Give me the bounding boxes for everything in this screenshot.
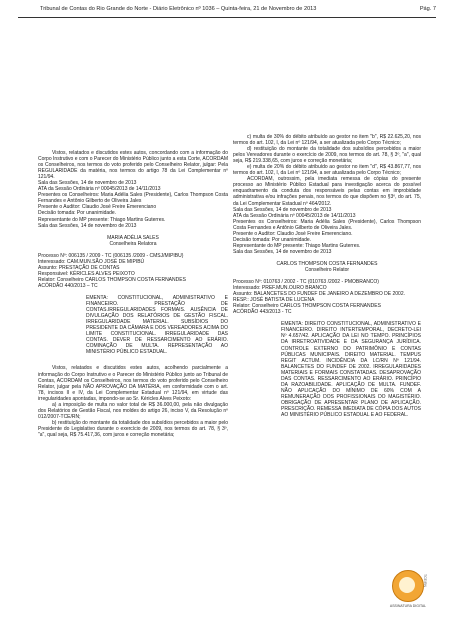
subject-line: Assunto: PRESTAÇÃO DE CONTAS bbox=[38, 264, 120, 271]
mp-line: Representante do MP presente: Thiago Martins Guterres. bbox=[38, 216, 166, 223]
mp-line: Representante do MP presente: Thiago Martins Guterres. bbox=[233, 242, 361, 249]
present-line: Presentes os Conselheiros: Maria Adélia Sales (Presidente), Carlos Thompson Costa Fernandes e Antônio Gilberto de Oliveira Jales. bbox=[233, 218, 421, 231]
auditor-line: Presente o Auditor: Claudio José Freire Emerenciano bbox=[38, 204, 157, 211]
signature-name: MARIA ADÉLIA SALES bbox=[107, 234, 159, 241]
paragraph: Vistos, relatados e discutidos estes autos, acolhendo parcialmente a informação do Corpo Instrutivo e o Parecer do Ministério Público junto ao Tribunal de Contas, ACORDAM os Conselheiros, nos termos do voto proferido pelo Conselheiro Relator, julgar pela NÃO APROVAÇÃO DA MATÉRIA, em conformidade com o art. 78, incisos II e IV, da Lei Complementar Estadual nº 121/94, em virtude das irregularidades apontadas, impondo-se ao Sr. Kéricles Alves Peixoto: bbox=[38, 365, 228, 402]
header-rule bbox=[18, 17, 436, 18]
session-line: Sala das Sessões, 14 de novembro de 2013 bbox=[233, 248, 332, 255]
list-item: a) a imposição de multa no valor total de R$ 36.000,00, pela não divulgação dos Relatórios de Gestão Fiscal, nos moldes do artigo 26, inciso V, da Resolução nº 012/2007-TCE/RN; bbox=[38, 401, 228, 420]
header-title: Tribunal de Contas do Rio Grande do Norte - Diário Eletrônico nº 1036 – Quinta-feira, 21 de Novembro de 2013 bbox=[40, 6, 317, 12]
rapporteur-line: Relator: Conselheiro CARLOS THOMPSON COSTA FERNANDES bbox=[38, 276, 186, 283]
ata-line: ATA da Sessão Ordinária nº 00045/2013 de 14/11/2013 bbox=[233, 212, 356, 219]
interested-line: Interessado: PREF.MUN.OURO BRANCO bbox=[233, 285, 327, 292]
responsible-line: Responsável: KÉRICLES ALVES PEIXOTO bbox=[38, 270, 135, 277]
list-item: e) multa de 20% do débito atribuído ao gestor no item "d", R$ 43.867,77, nos termos do art. 102, I, da Lei nº 121/94, a ser atualizada pelo Corpo Técnico; bbox=[233, 164, 421, 177]
ementa: EMENTA: CONSTITUCIONAL, ADMINISTRATIVO E FINANCEIRO. PRESTAÇÃO DE CONTAS.IRREGULARIDADES FORMAIS. AUSÊNCIA DE DIVULGAÇÃO DOS RELATÓRIOS DE GESTÃO FISCAL. IRREGULARIDADE MATERIAL. SUBSÍDIOS DO PRESIDENTE DA CÂMARA E DOS VEREADORES ACIMA DO LIMITE CONSTITUCIONAL. IRREGULARIDADE DAS CONTAS. DEVER DE RESSARCIMENTO AO ERÁRIO. COMINAÇÃO DE MULTA. REPRESENTAÇÃO AO MINISTÉRIO PÚBLICO ESTADUAL. bbox=[86, 294, 228, 356]
paragraph: ACORDAM, outrossim, pela imediata remessa de cópias do presente processo ao Ministério Público Estadual para investigação acerca do possível enquadramento da conduta dos responsáveis pelas contas em improbidade administrativa e/ou infrações penais, nos termos do que dispõem no §3º, do art. 75, da Lei Complementar Estadual nº 464/2012. bbox=[233, 176, 421, 207]
page-number: Pág. 7 bbox=[419, 6, 436, 12]
paragraph: Vistos, relatados e discutidos estes autos, concordando com a informação do Corpo Instrutivo e com o Parecer do Ministério Público junto a esta Corte, ACORDAM os Conselheiros, nos termos do voto proferido pelo Conselheiro Relator, julgar: Pela REGULARIDADE da matéria, nos termos do artigo 78 da Lei Complementar nº 121/94. bbox=[38, 150, 228, 181]
digital-signature-seal bbox=[386, 568, 430, 626]
responsible-line: RESP.: JOSÉ BATISTA DE LUCENA bbox=[233, 297, 315, 304]
signature-name: CARLOS THOMPSON COSTA FERNANDES bbox=[276, 260, 378, 267]
left-column bbox=[38, 150, 228, 438]
signature-role: Conselheiro Relator bbox=[304, 266, 350, 273]
process-line: Processo Nº: 006135 / 2009 - TC (006135 /2009 - CMSJ/MIPIBU) bbox=[38, 252, 184, 259]
list-item: c) multa de 30% do débito atribuído ao gestor no item "b", R$ 22.625,20, nos termos do art. 102, I, da Lei nº 121/94, a ser atualizada pelo Corpo Técnico; bbox=[233, 134, 421, 147]
auditor-line: Presente o Auditor: Claudio José Freire Emerenciano. bbox=[233, 230, 353, 237]
session-line: Sala das Sessões, 14 de novembro de 2013 bbox=[38, 180, 137, 187]
acordao-line: ACÓRDÃO 440/2013 – TC bbox=[38, 282, 98, 289]
list-item: d) restituição do montante da totalidade dos subsídios percebidos a maior pelos Vereadores durante o exercício de 2009, nos termos do art. 78, § 3º, "a", qual seja, R$ 219.338,65, com juros e correção monetária; bbox=[233, 146, 421, 165]
ementa: EMENTA: DIREITO CONSTITUCIONAL, ADMINISTRATIVO E FINANCEIRO. DIREITO INTERTEMPORAL, DECRETO-LEI Nº 4.657/42. APLICAÇÃO DA LEI NO TEMPO. PRINCÍPIOS DA IRRETROATIVIDADE E DA SEGURANÇA JURÍDICA. CONTROLE EXTERNO DO PATRIMÔNIO E CONTAS PÚBLICAS MUNICIPAIS. DIREITO MATERIAL. TEMPUS REGIT ACTUM. INCIDÊNCIA DA LC/RN Nº 121/94. BALANCETES DO FUNDEF DE 2002. IRREGULARIDADES MATERIAIS E FORMAIS CONSTATADAS. DESAPROVAÇÃO DAS CONTAS. RESSARCIMENTO AO ERÁRIO. PRINCÍPIO DA RAZOABILIDADE. APLICAÇÃO DE MULTA. FUNDEF. NÃO APLICAÇÃO DO MÍNIMO DE 60% COM A REMUNERAÇÃO DOS PROFISSIONAIS DO MAGISTÉRIO. OBRIGAÇÃO DE APRESENTAR PLANO DE APLICAÇÃO. PRESCRIÇÃO. REMESSA IMEDIATA DE CÓPIA DOS AUTOS AO MINISTÉRIO PÚBLICO ESTADUAL E AO FEDERAL. bbox=[281, 321, 421, 419]
right-column bbox=[233, 134, 421, 418]
session-line: Sala das Sessões, 14 de novembro de 2013 bbox=[233, 206, 332, 213]
ata-line: ATA da Sessão Ordinária nº 00045/2013 de 14/11/2013 bbox=[38, 186, 161, 193]
acordao-line: ACÓRDÃO 443/2013 - TC bbox=[233, 309, 292, 316]
interested-line: Interessado: CAM.MUN.SÃO JOSÉ DE MIPIBÚ bbox=[38, 258, 145, 265]
list-item: b) restituição do montante da totalidade dos subsídios percebidos a maior pelo Presidente do Legislativo durante o exercício de 2009, nos termos do art. 78, § 3º, "a", qual seja, R$ 75.417,36, com juros e correção monetária; bbox=[38, 419, 228, 438]
seal-caption: ASSINATURA DIGITAL bbox=[389, 604, 427, 608]
rapporteur-line: Relator: Conselheiro CARLOS THOMPSON COSTA FERNANDES bbox=[233, 303, 381, 310]
decision-line: Decisão tomada: Por unanimidade. bbox=[233, 236, 312, 243]
signature-role: Conselheira Relatora bbox=[109, 240, 157, 247]
seal-side-text: TCE/RN bbox=[423, 574, 427, 588]
session-line: Sala das Sessões, 14 de novembro de 2013 bbox=[38, 222, 137, 229]
present-line: Presentes os Conselheiros: Maria Adélia Sales (Presidente), Carlos Thompson Costa Fernandes e Antônio Gilberto de Oliveira Jales bbox=[38, 192, 228, 205]
process-line: Processo Nº: 010763 / 2002 - TC (010763 /2002 - PMOBRANCO) bbox=[233, 279, 379, 286]
decision-line: Decisão tomada: Por unanimidade. bbox=[38, 210, 117, 217]
page-header bbox=[18, 4, 436, 16]
subject-line: Assunto: BALANCETES DO FUNDEF DE JANEIRO A DEZEMBRO DE 2002. bbox=[233, 291, 405, 298]
